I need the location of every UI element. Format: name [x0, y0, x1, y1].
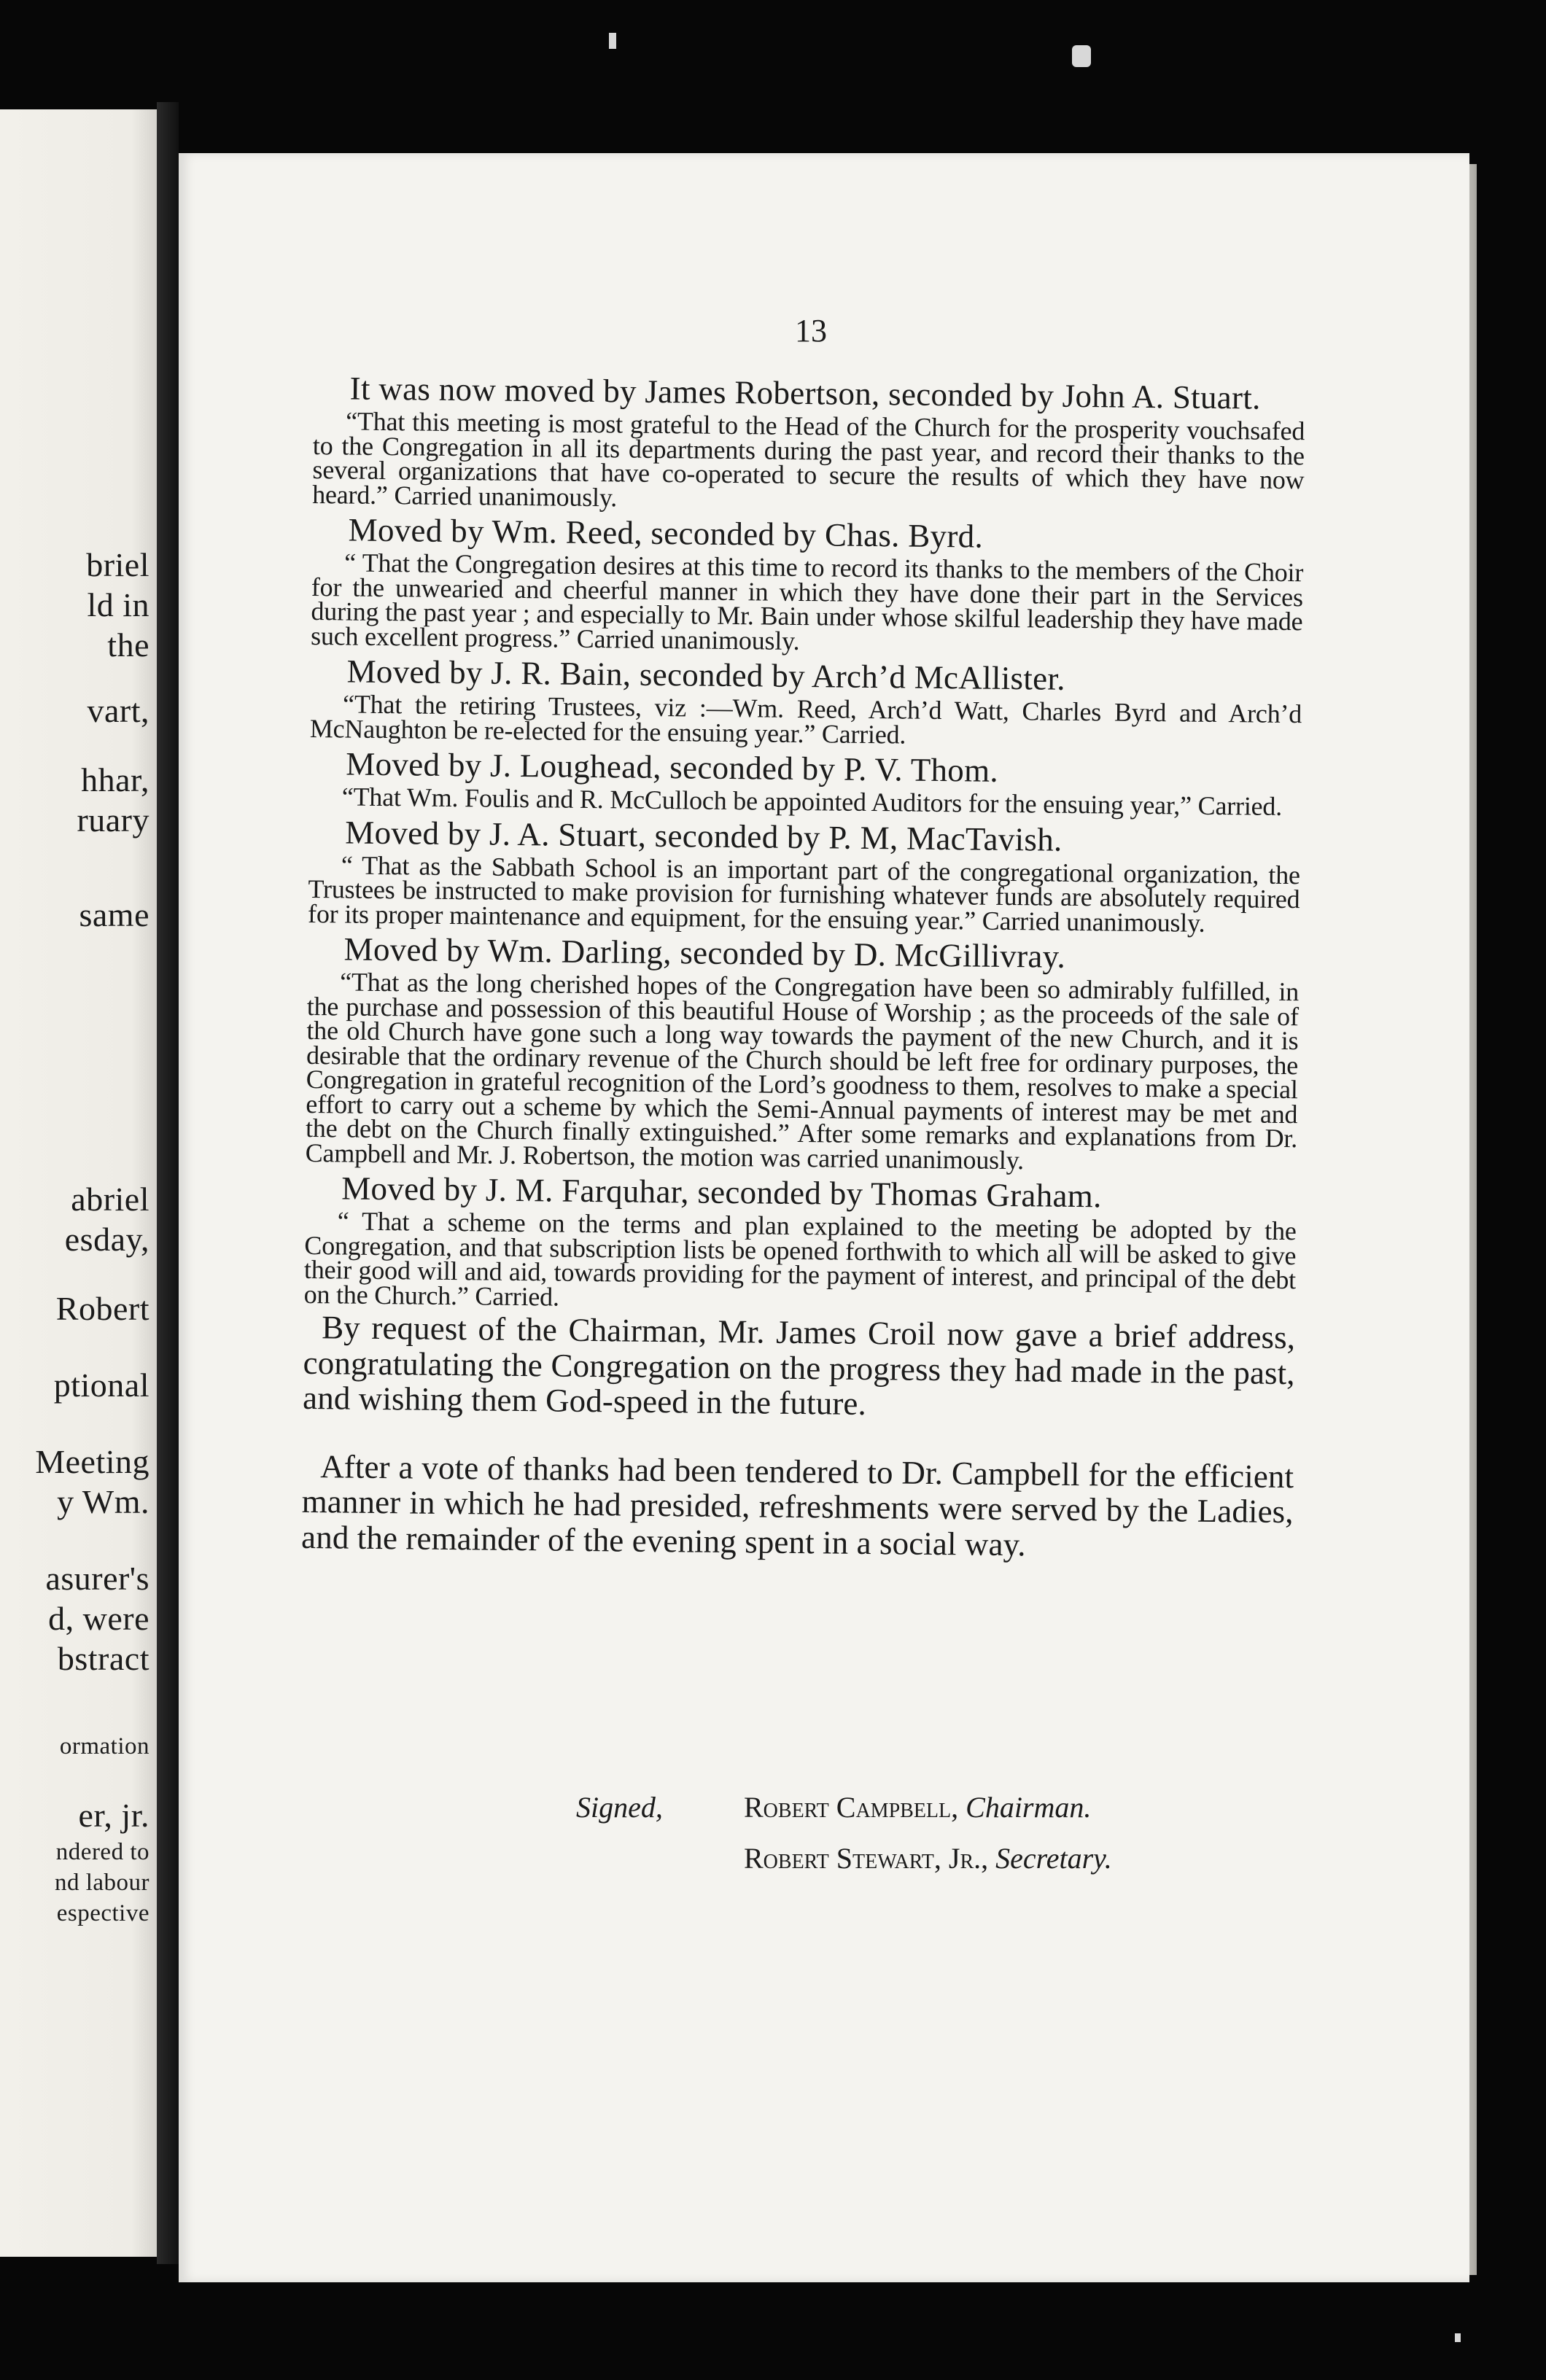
left-fragment: ld in [87, 587, 149, 623]
left-fragment: esday, [64, 1221, 149, 1258]
left-facing-page [0, 109, 164, 2257]
resolution-text: “That this meeting is most grateful to the Head of the Church for the prosperity vouchsafed to the Congregation in all its departments during the past year, and record their thanks to the several organizations that have co-operated to secure the results of which they have now heard.” Carried unanimously. [311, 406, 1305, 512]
chairman-name: Robert Campbell, [744, 1791, 959, 1824]
left-fragment: d, were [48, 1601, 149, 1637]
motion-heading: Moved by Wm. Reed, seconded by Chas. Byrd. [348, 511, 984, 555]
chairman-title: Chairman. [966, 1791, 1092, 1824]
minutes-text [300, 368, 1305, 1598]
motion-heading: It was now moved by James Robertson, seconded by John A. Stuart. [349, 370, 1261, 416]
chairman-signature [744, 1790, 1091, 1824]
page-number: 13 [795, 313, 827, 349]
left-fragment: hhar, [81, 762, 149, 798]
left-fragment: the [107, 627, 149, 664]
resolution-text: “That Wm. Foulis and R. McCulloch be appointed Auditors for the ensuing year,” Carried. [341, 782, 1283, 821]
left-fragment: Meeting [35, 1444, 149, 1480]
motion-heading: Moved by J. R. Bain, seconded by Arch’d McAllister. [346, 653, 1066, 697]
left-fragment: ruary [77, 802, 149, 839]
left-fragment: Robert [55, 1291, 149, 1327]
left-fragment: asurer's [45, 1560, 149, 1597]
left-fragment: ndered to [55, 1839, 149, 1865]
motion-heading: Moved by J. A. Stuart, seconded by P. M, MacTavish. [345, 813, 1063, 858]
left-fragment: vart, [87, 693, 149, 729]
left-fragment: er, jr. [78, 1797, 149, 1834]
closing-paragraph: After a vote of thanks had been tendered to Dr. Campbell for the efficient manner in which he had presided, refreshments were served by the Ladies, and the remainder of the evening spent in a social way. [300, 1447, 1294, 1563]
secretary-signature [744, 1841, 1112, 1875]
resolution-text: “That as the long cherished hopes of the Congregation have been so admirably fulfilled, in the purchase and possession of this beautiful House of Worship ; as the proceeds of the sale of the old Church have gone such a long way towards the payment of the new Church, and it is desirable that the ordinary revenue of the Church should be left free for ordinary purposes, the Congregation in grateful recognition of the Lord’s goodness to them, resolves to make a special effort to carry out a scheme by which the Semi-Annual payments of interest may be met and the debt on the Church finally extinguished.” After some remarks and explanations from Dr. Campbell and Mr. J. Robertson, the motion was carried unanimously. [305, 967, 1300, 1175]
secretary-title: Secretary. [995, 1842, 1112, 1875]
resolution-text: “ That as the Sabbath School is an important part of the congregational organization, the Trustees be instructed to make provision for furnishing whatever funds are absolutely required for its proper maintenance and equipment, for the ensuing year.” Carried unanimously. [307, 849, 1301, 938]
left-fragment: espective [56, 1900, 149, 1926]
left-fragment: ptional [53, 1367, 149, 1404]
secretary-name: Robert Stewart, Jr., [744, 1842, 989, 1875]
left-fragment: briel [86, 547, 149, 583]
resolution-text: “ That the Congregation desires at this time to record its thanks to the members of the Choir for the unwearied and cheerful manner in which they have done their part in the Services during the past year ; and especially to Mr. Bain under whose skilful leadership they have made such excellent progress.” Carried unanimously. [310, 548, 1304, 656]
left-fragment: ormation [59, 1733, 149, 1759]
resolution-text: “That the retiring Trustees, viz :—Wm. Reed, Arch’d Watt, Charles Byrd and Arch’d McNaughton be re-elected for the ensuing year.” Carried. [309, 689, 1302, 750]
left-fragment: bstract [57, 1641, 149, 1677]
dust-speck [1455, 2333, 1461, 2342]
left-fragment: abriel [71, 1181, 149, 1218]
resolution-text: “ That a scheme on the terms and plan explained to the meeting be adopted by the Congregation, and that subscription lists be opened forthwith to which all will be asked to give their good will and aid, towards providing for the payment of interest, and principal of the debt on the Church.” Carried. [303, 1206, 1297, 1312]
motion-heading: Moved by Wm. Darling, seconded by D. McGillivray. [343, 930, 1066, 975]
motion-heading: Moved by J. Loughead, seconded by P. V. Thom. [346, 745, 999, 789]
dust-speck [1072, 45, 1091, 67]
signed-label: Signed, [576, 1791, 663, 1824]
left-fragment: nd labour [54, 1870, 149, 1896]
closing-paragraph: By request of the Chairman, Mr. James Croil now gave a brief address, congratulating the Congregation on the progress they had made in the past, and wishing them God-speed in the future. [302, 1309, 1296, 1423]
motion-heading: Moved by J. M. Farquhar, seconded by Thomas Graham. [341, 1170, 1102, 1215]
left-fragment: y Wm. [57, 1484, 149, 1520]
left-fragment: same [79, 897, 149, 933]
dust-speck [609, 33, 616, 49]
book-gutter [157, 102, 179, 2264]
